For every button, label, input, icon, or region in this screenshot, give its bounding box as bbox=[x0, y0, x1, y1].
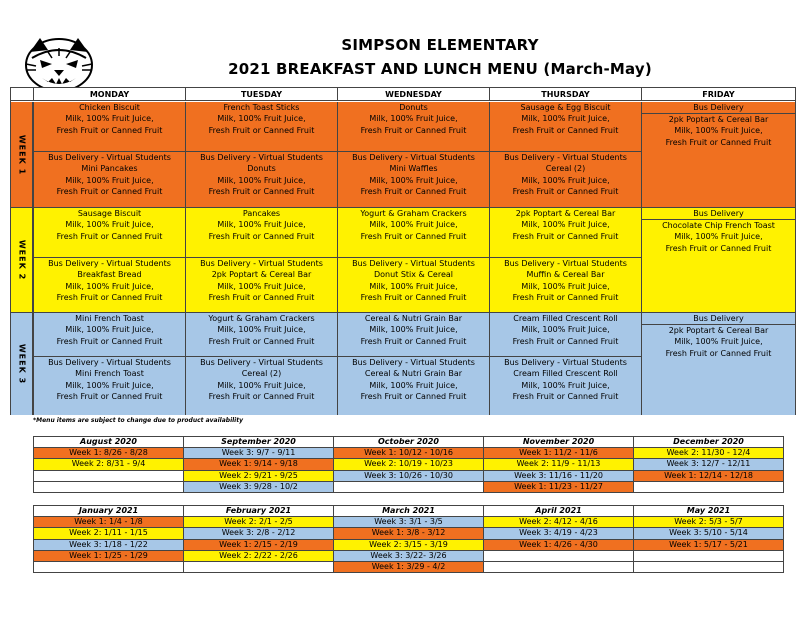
menu-line: Fresh Fruit or Canned Fruit bbox=[208, 125, 315, 135]
menu-cell-friday bbox=[641, 220, 795, 313]
month-header: October 2020 bbox=[334, 437, 484, 448]
week-block-2 bbox=[11, 208, 795, 313]
calendar-week-cell: Week 1: 1/25 - 1/29 bbox=[34, 550, 184, 561]
menu-line: Milk, 100% Fruit Juice, bbox=[521, 325, 610, 335]
menu-line: Fresh Fruit or Canned Fruit bbox=[512, 336, 619, 346]
week-label bbox=[11, 102, 33, 207]
day-header-wednesday: WEDNESDAY bbox=[337, 88, 489, 101]
menu-line: Fresh Fruit or Canned Fruit bbox=[360, 336, 467, 346]
calendar-week-cell: Week 3: 3/1 - 3/5 bbox=[334, 517, 484, 528]
menu-cell-monday-virtual bbox=[33, 257, 185, 313]
menu-title: 2021 BREAKFAST AND LUNCH MENU (March-May) bbox=[228, 60, 652, 78]
menu-line: Breakfast Bread bbox=[77, 270, 142, 280]
menu-line: Milk, 100% Fruit Juice, bbox=[217, 325, 306, 335]
menu-cell-monday-virtual bbox=[33, 356, 185, 415]
menu-line: Donuts bbox=[399, 103, 428, 112]
menu-line: Fresh Fruit or Canned Fruit bbox=[360, 231, 467, 241]
menu-line: Fresh Fruit or Canned Fruit bbox=[208, 231, 315, 241]
calendar-week-cell: Week 1: 12/14 - 12/18 bbox=[634, 470, 784, 481]
menu-line: Milk, 100% Fruit Juice, bbox=[521, 281, 610, 291]
menu-line: Bus Delivery - Virtual Students bbox=[504, 358, 627, 367]
menu-line: Bus Delivery - Virtual Students bbox=[352, 358, 475, 367]
calendar-week-cell bbox=[184, 561, 334, 572]
menu-line: Milk, 100% Fruit Juice, bbox=[369, 220, 458, 230]
friday-bus-delivery-label: Bus Delivery bbox=[693, 103, 744, 112]
calendar-week-cell: Week 3: 12/7 - 12/11 bbox=[634, 459, 784, 470]
menu-line: Milk, 100% Fruit Juice, bbox=[521, 175, 610, 185]
week-label bbox=[11, 313, 33, 415]
day-header-friday: FRIDAY bbox=[641, 88, 795, 101]
menu-line: Muffin & Cereal Bar bbox=[526, 270, 605, 280]
calendar-week-cell: Week 3: 2/8 - 2/12 bbox=[184, 528, 334, 539]
menu-line: Fresh Fruit or Canned Fruit bbox=[56, 292, 163, 302]
menu-line: Sausage & Egg Biscuit bbox=[520, 103, 611, 112]
menu-line: Bus Delivery - Virtual Students bbox=[352, 153, 475, 162]
menu-line: Milk, 100% Fruit Juice, bbox=[521, 380, 610, 390]
menu-line: Cereal (2) bbox=[545, 164, 586, 174]
menu-line: Bus Delivery - Virtual Students bbox=[48, 259, 171, 268]
menu-line: Milk, 100% Fruit Juice, bbox=[369, 175, 458, 185]
menu-line: Cream Filled Crescent Roll bbox=[513, 314, 618, 323]
calendar-week-cell: Week 2: 11/9 - 11/13 bbox=[484, 459, 634, 470]
menu-cell-thursday-virtual bbox=[489, 356, 641, 415]
menu-line: Milk, 100% Fruit Juice, bbox=[217, 175, 306, 185]
menu-line: Fresh Fruit or Canned Fruit bbox=[512, 231, 619, 241]
menu-cell-tuesday-virtual bbox=[185, 356, 337, 415]
calendar-week-cell: Week 1: 3/8 - 3/12 bbox=[334, 528, 484, 539]
calendar-week-cell: Week 3: 3/22- 3/26 bbox=[334, 550, 484, 561]
menu-line: Pancakes bbox=[242, 209, 281, 218]
calendar-week-cell: Week 3: 4/19 - 4/23 bbox=[484, 528, 634, 539]
menu-cell-thursday-virtual bbox=[489, 151, 641, 208]
menu-line: Milk, 100% Fruit Juice, bbox=[369, 325, 458, 335]
month-header: August 2020 bbox=[34, 437, 184, 448]
menu-line: Cereal (2) bbox=[241, 369, 282, 379]
menu-line: Fresh Fruit or Canned Fruit bbox=[360, 125, 467, 135]
calendar-week-cell: Week 1: 2/15 - 2/19 bbox=[184, 539, 334, 550]
menu-line: Fresh Fruit or Canned Fruit bbox=[208, 336, 315, 346]
menu-line: Fresh Fruit or Canned Fruit bbox=[56, 186, 163, 196]
menu-cell-thursday-in-person bbox=[489, 102, 641, 151]
menu-line: Mini Waffles bbox=[389, 164, 438, 174]
menu-line: Fresh Fruit or Canned Fruit bbox=[665, 137, 772, 147]
menu-line: Milk, 100% Fruit Juice, bbox=[521, 220, 610, 230]
week-label-text: WEEK 3 bbox=[17, 343, 26, 385]
calendar-week-cell: Week 1: 9/14 - 9/18 bbox=[184, 459, 334, 470]
menu-cell-friday bbox=[641, 114, 795, 208]
calendar-week-cell: Week 1: 10/12 - 10/16 bbox=[334, 448, 484, 459]
day-header-monday: MONDAY bbox=[33, 88, 185, 101]
month-header: November 2020 bbox=[484, 437, 634, 448]
calendar-week-cell: Week 2: 10/19 - 10/23 bbox=[334, 459, 484, 470]
menu-line: Milk, 100% Fruit Juice, bbox=[65, 380, 154, 390]
calendar-week-cell: Week 3: 1/18 - 1/22 bbox=[34, 539, 184, 550]
friday-bus-delivery bbox=[641, 102, 795, 114]
menu-cell-wednesday-in-person bbox=[337, 102, 489, 151]
menu-cell-wednesday-virtual bbox=[337, 356, 489, 415]
menu-line: Fresh Fruit or Canned Fruit bbox=[56, 231, 163, 241]
menu-line: Bus Delivery - Virtual Students bbox=[504, 259, 627, 268]
menu-line: Fresh Fruit or Canned Fruit bbox=[208, 292, 315, 302]
menu-line: Bus Delivery - Virtual Students bbox=[352, 259, 475, 268]
menu-cell-friday bbox=[641, 325, 795, 415]
menu-line: Cereal & Nutri Grain Bar bbox=[364, 369, 463, 379]
menu-line: Milk, 100% Fruit Juice, bbox=[65, 175, 154, 185]
menu-line: Fresh Fruit or Canned Fruit bbox=[208, 391, 315, 401]
menu-line: Milk, 100% Fruit Juice, bbox=[674, 337, 763, 347]
calendar-week-cell: Week 1: 5/17 - 5/21 bbox=[634, 539, 784, 550]
menu-line: Yogurt & Graham Crackers bbox=[208, 314, 315, 323]
menu-line: Donuts bbox=[247, 164, 276, 174]
menu-line: Milk, 100% Fruit Juice, bbox=[521, 114, 610, 124]
week-label-text: WEEK 2 bbox=[17, 239, 26, 281]
header-corner bbox=[11, 88, 33, 101]
menu-cell-wednesday-in-person bbox=[337, 313, 489, 356]
day-header-tuesday: TUESDAY bbox=[185, 88, 337, 101]
week-label-text: WEEK 1 bbox=[17, 134, 26, 175]
menu-line: 2pk Poptart & Cereal Bar bbox=[211, 270, 312, 280]
menu-line: Milk, 100% Fruit Juice, bbox=[217, 114, 306, 124]
calendar-week-cell bbox=[34, 481, 184, 492]
month-header: December 2020 bbox=[634, 437, 784, 448]
week-block-3 bbox=[11, 313, 795, 415]
calendar-week-cell: Week 1: 3/29 - 4/2 bbox=[334, 561, 484, 572]
menu-cell-monday-in-person bbox=[33, 313, 185, 356]
menu-cell-monday-virtual bbox=[33, 151, 185, 208]
calendar-week-cell bbox=[484, 561, 634, 572]
menu-line: Fresh Fruit or Canned Fruit bbox=[56, 391, 163, 401]
menu-cell-tuesday-virtual bbox=[185, 151, 337, 208]
month-header: March 2021 bbox=[334, 506, 484, 517]
calendar-week-cell bbox=[634, 481, 784, 492]
menu-line: Bus Delivery - Virtual Students bbox=[504, 153, 627, 162]
menu-line: Yogurt & Graham Crackers bbox=[360, 209, 467, 218]
menu-line: Fresh Fruit or Canned Fruit bbox=[665, 348, 772, 358]
calendar-week-cell bbox=[484, 550, 634, 561]
calendar-2021 bbox=[33, 505, 784, 573]
menu-line: Bus Delivery - Virtual Students bbox=[200, 358, 323, 367]
menu-line: Bus Delivery - Virtual Students bbox=[48, 153, 171, 162]
menu-line: Chocolate Chip French Toast bbox=[662, 221, 775, 230]
menu-line: Fresh Fruit or Canned Fruit bbox=[56, 125, 163, 135]
menu-line: Milk, 100% Fruit Juice, bbox=[65, 220, 154, 230]
menu-line: Milk, 100% Fruit Juice, bbox=[674, 232, 763, 242]
calendar-week-cell: Week 2: 2/22 - 2/26 bbox=[184, 550, 334, 561]
menu-line: Bus Delivery - Virtual Students bbox=[48, 358, 171, 367]
calendar-week-cell bbox=[634, 561, 784, 572]
calendar-week-cell bbox=[34, 561, 184, 572]
menu-line: Milk, 100% Fruit Juice, bbox=[369, 281, 458, 291]
calendar-week-cell: Week 1: 11/2 - 11/6 bbox=[484, 448, 634, 459]
menu-line: Cereal & Nutri Grain Bar bbox=[364, 314, 463, 323]
calendar-week-cell: Week 2: 9/21 - 9/25 bbox=[184, 470, 334, 481]
menu-line: Mini Pancakes bbox=[81, 164, 138, 174]
calendar-week-cell: Week 3: 10/26 - 10/30 bbox=[334, 470, 484, 481]
calendar-week-cell: Week 2: 8/31 - 9/4 bbox=[34, 459, 184, 470]
menu-line: 2pk Poptart & Cereal Bar bbox=[668, 326, 769, 335]
school-name: SIMPSON ELEMENTARY bbox=[341, 36, 539, 54]
menu-line: Chicken Biscuit bbox=[79, 103, 140, 112]
menu-line: Fresh Fruit or Canned Fruit bbox=[208, 186, 315, 196]
month-header: February 2021 bbox=[184, 506, 334, 517]
month-header: September 2020 bbox=[184, 437, 334, 448]
calendar-week-cell bbox=[634, 550, 784, 561]
menu-line: Milk, 100% Fruit Juice, bbox=[65, 114, 154, 124]
menu-line: Fresh Fruit or Canned Fruit bbox=[512, 125, 619, 135]
friday-bus-delivery bbox=[641, 313, 795, 325]
calendar-2020 bbox=[33, 436, 784, 493]
calendar-week-cell: Week 2: 3/15 - 3/19 bbox=[334, 539, 484, 550]
month-header: April 2021 bbox=[484, 506, 634, 517]
month-header: January 2021 bbox=[34, 506, 184, 517]
menu-line: Bus Delivery - Virtual Students bbox=[200, 153, 323, 162]
menu-line: Fresh Fruit or Canned Fruit bbox=[360, 292, 467, 302]
calendar-week-cell: Week 2: 4/12 - 4/16 bbox=[484, 517, 634, 528]
menu-line: Sausage Biscuit bbox=[77, 209, 142, 218]
day-header-row bbox=[11, 88, 795, 101]
friday-bus-delivery bbox=[641, 208, 795, 220]
menu-line: Fresh Fruit or Canned Fruit bbox=[56, 336, 163, 346]
menu-cell-wednesday-in-person bbox=[337, 208, 489, 257]
calendar-week-cell: Week 1: 11/23 - 11/27 bbox=[484, 481, 634, 492]
menu-line: Fresh Fruit or Canned Fruit bbox=[360, 186, 467, 196]
month-header: May 2021 bbox=[634, 506, 784, 517]
menu-line: Milk, 100% Fruit Juice, bbox=[369, 114, 458, 124]
week-block-1 bbox=[11, 102, 795, 208]
menu-line: Milk, 100% Fruit Juice, bbox=[674, 126, 763, 136]
wildcat-logo-icon bbox=[18, 34, 100, 94]
menu-grid bbox=[10, 87, 796, 415]
calendar-week-cell: Week 3: 9/7 - 9/11 bbox=[184, 448, 334, 459]
calendar-week-cell: Week 1: 1/4 - 1/8 bbox=[34, 517, 184, 528]
menu-line: Fresh Fruit or Canned Fruit bbox=[665, 243, 772, 253]
menu-line: Milk, 100% Fruit Juice, bbox=[65, 281, 154, 291]
menu-line: Milk, 100% Fruit Juice, bbox=[65, 325, 154, 335]
availability-note: *Menu items are subject to change due to product availability bbox=[33, 417, 244, 424]
menu-line: Mini French Toast bbox=[75, 369, 144, 379]
calendar-week-cell bbox=[34, 470, 184, 481]
menu-line: French Toast Sticks bbox=[223, 103, 300, 112]
menu-line: Fresh Fruit or Canned Fruit bbox=[360, 391, 467, 401]
menu-cell-wednesday-virtual bbox=[337, 151, 489, 208]
menu-line: Milk, 100% Fruit Juice, bbox=[217, 220, 306, 230]
menu-line: Milk, 100% Fruit Juice, bbox=[369, 380, 458, 390]
menu-cell-wednesday-virtual bbox=[337, 257, 489, 313]
menu-cell-monday-in-person bbox=[33, 208, 185, 257]
calendar-week-cell: Week 1: 8/26 - 8/28 bbox=[34, 448, 184, 459]
menu-cell-thursday-virtual bbox=[489, 257, 641, 313]
menu-line: Milk, 100% Fruit Juice, bbox=[217, 380, 306, 390]
menu-line: Milk, 100% Fruit Juice, bbox=[217, 281, 306, 291]
calendar-week-cell: Week 2: 1/11 - 1/15 bbox=[34, 528, 184, 539]
menu-line: Fresh Fruit or Canned Fruit bbox=[512, 186, 619, 196]
calendar-week-cell bbox=[334, 481, 484, 492]
calendar-week-cell: Week 2: 5/3 - 5/7 bbox=[634, 517, 784, 528]
day-header-thursday: THURSDAY bbox=[489, 88, 641, 101]
menu-cell-monday-in-person bbox=[33, 102, 185, 151]
menu-cell-thursday-in-person bbox=[489, 313, 641, 356]
calendar-week-cell: Week 3: 5/10 - 5/14 bbox=[634, 528, 784, 539]
menu-line: Donut Stix & Cereal bbox=[373, 270, 454, 280]
menu-cell-thursday-in-person bbox=[489, 208, 641, 257]
menu-cell-tuesday-in-person bbox=[185, 102, 337, 151]
menu-line: Bus Delivery - Virtual Students bbox=[200, 259, 323, 268]
menu-cell-tuesday-in-person bbox=[185, 313, 337, 356]
menu-line: 2pk Poptart & Cereal Bar bbox=[668, 115, 769, 124]
friday-bus-delivery-label: Bus Delivery bbox=[693, 209, 744, 218]
calendar-week-cell: Week 2: 11/30 - 12/4 bbox=[634, 448, 784, 459]
menu-line: 2pk Poptart & Cereal Bar bbox=[515, 209, 616, 218]
calendar-week-cell: Week 3: 9/28 - 10/2 bbox=[184, 481, 334, 492]
calendar-week-cell: Week 2: 2/1 - 2/5 bbox=[184, 517, 334, 528]
calendar-week-cell: Week 3: 11/16 - 11/20 bbox=[484, 470, 634, 481]
menu-line: Cream Filled Crescent Roll bbox=[513, 369, 618, 379]
menu-cell-tuesday-virtual bbox=[185, 257, 337, 313]
menu-cell-tuesday-in-person bbox=[185, 208, 337, 257]
week-label bbox=[11, 208, 33, 312]
menu-line: Mini French Toast bbox=[75, 314, 144, 323]
menu-line: Fresh Fruit or Canned Fruit bbox=[512, 391, 619, 401]
menu-line: Fresh Fruit or Canned Fruit bbox=[512, 292, 619, 302]
calendar-week-cell: Week 1: 4/26 - 4/30 bbox=[484, 539, 634, 550]
friday-bus-delivery-label: Bus Delivery bbox=[693, 314, 744, 323]
